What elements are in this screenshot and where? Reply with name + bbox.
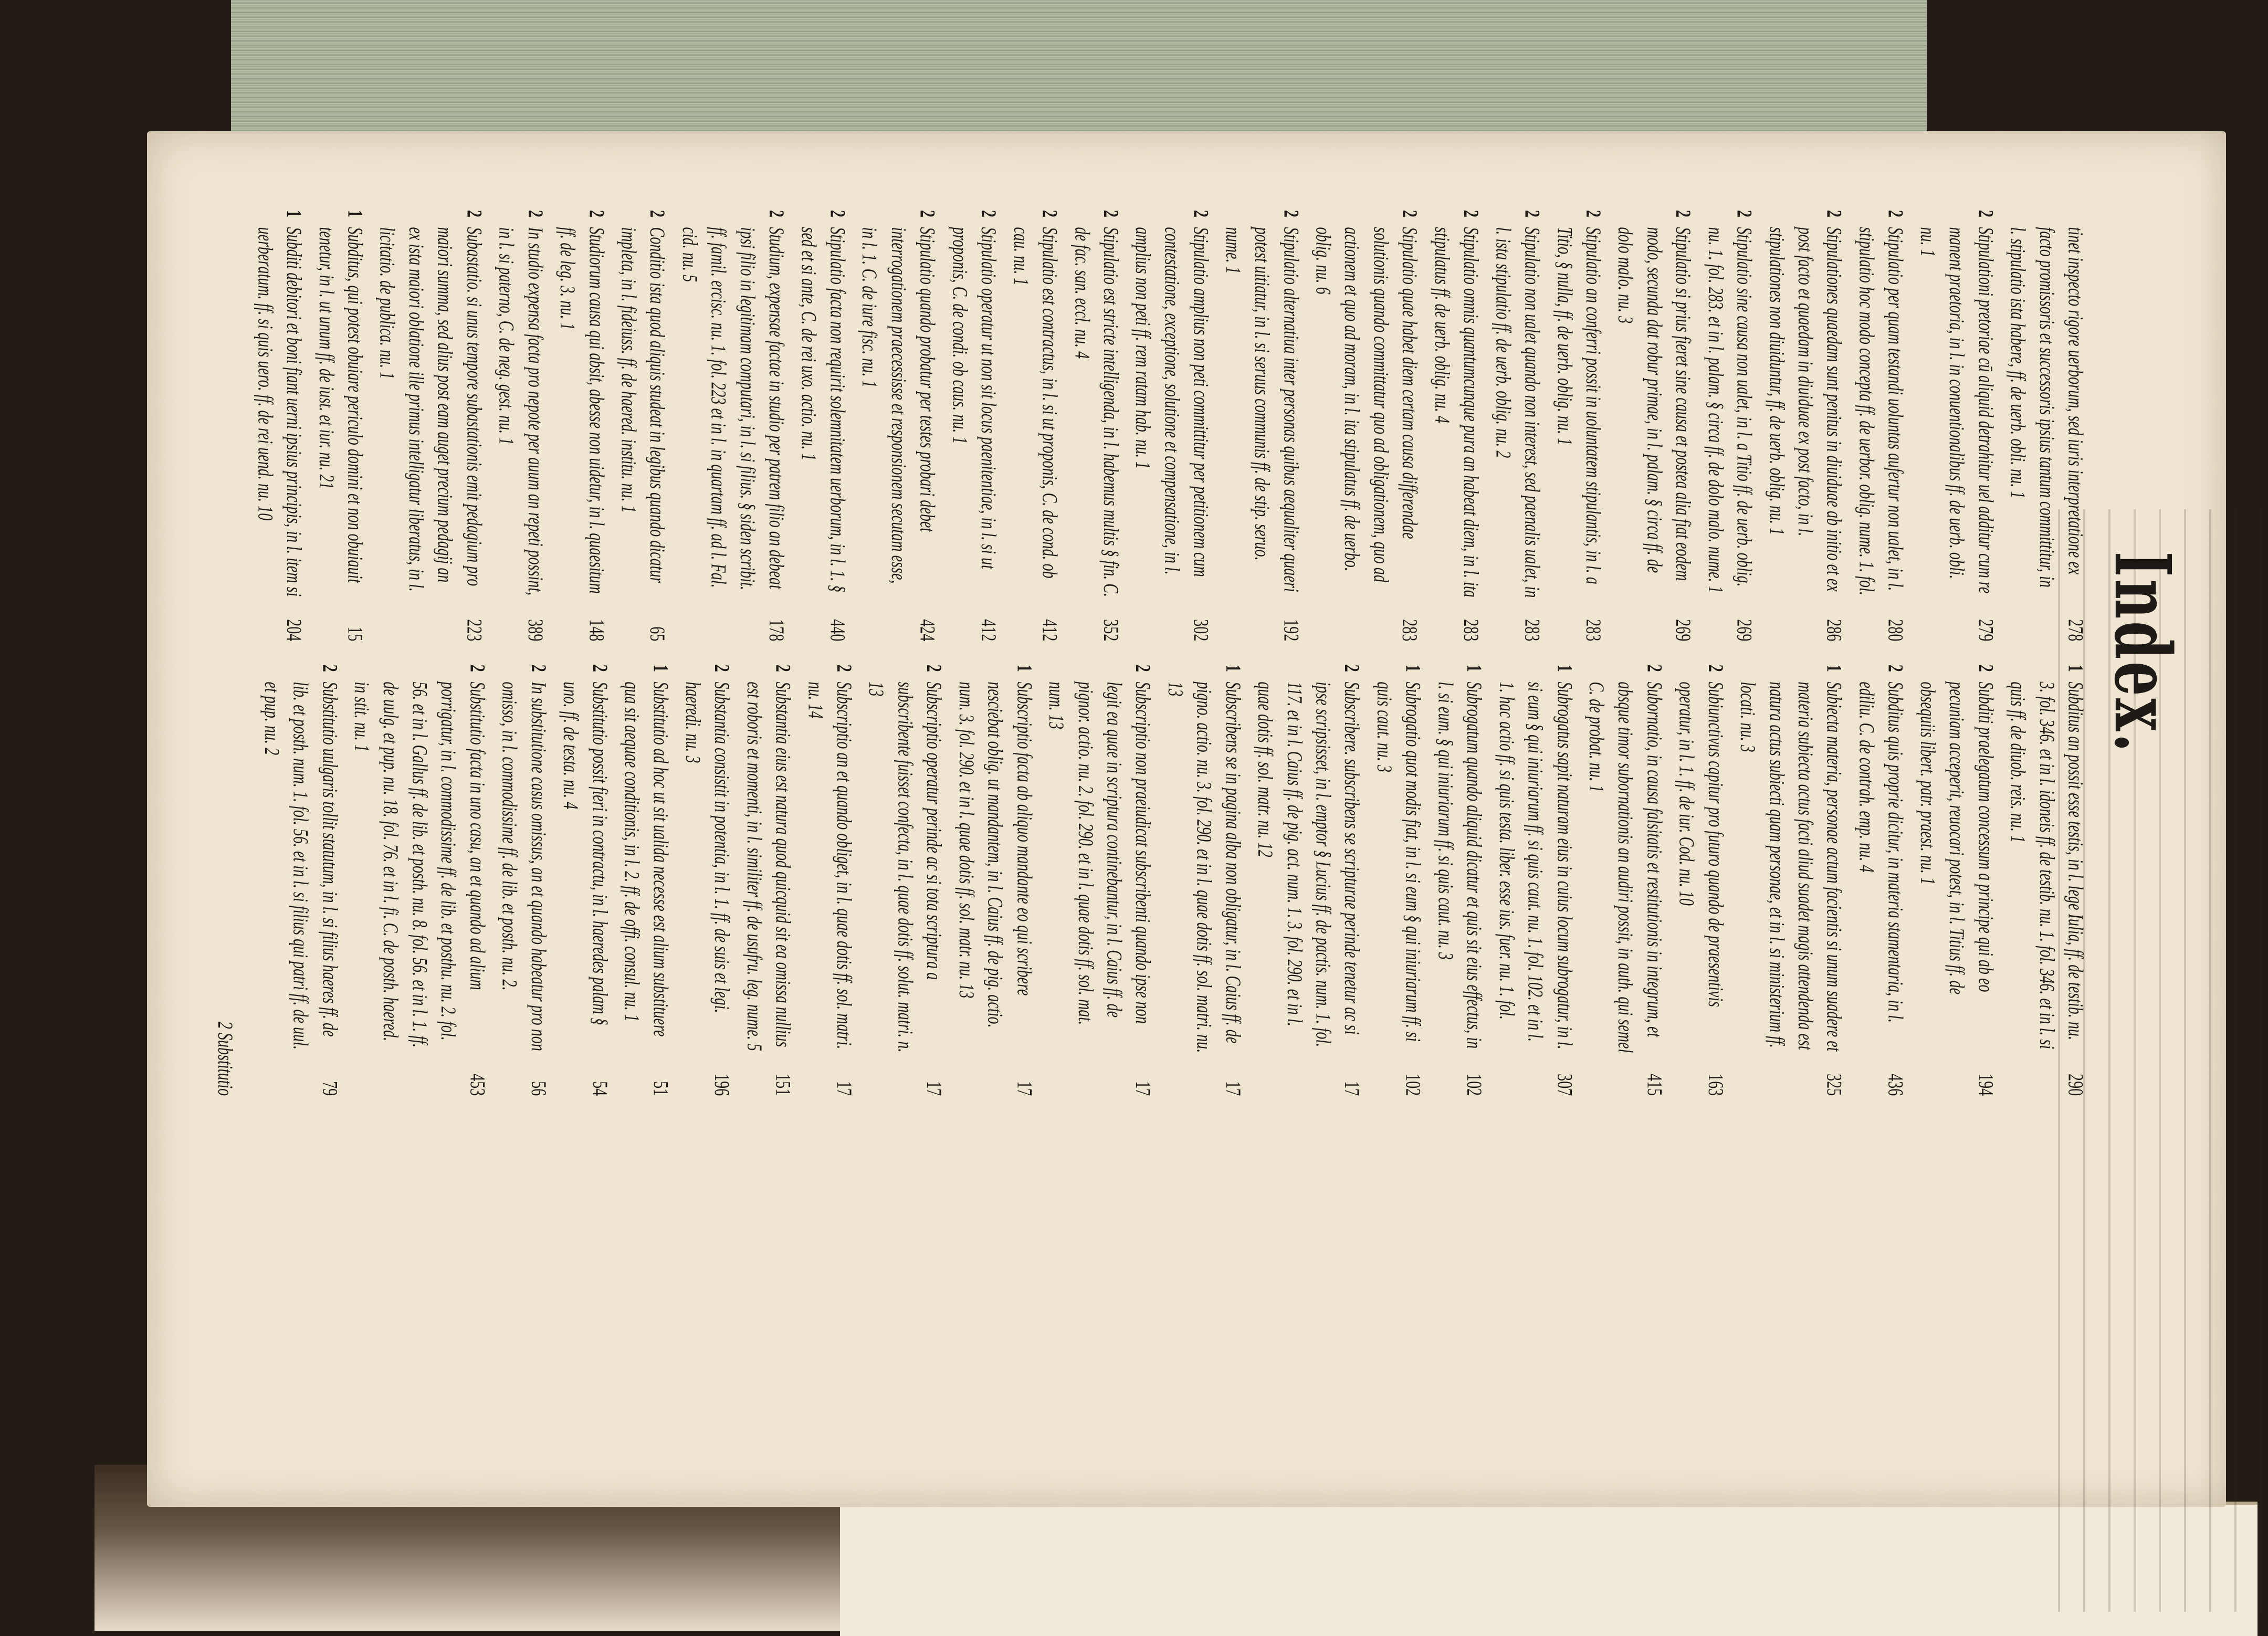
entry-page: 352 [1099,619,1122,642]
entry-page: 178 [764,619,788,642]
index-entry [553,210,611,641]
entry-page: 17 [832,1081,856,1096]
entry-marker: 1 [1401,664,1425,672]
entry-page: 278 [2064,619,2087,642]
entry-page: 148 [584,619,608,642]
index-entry [311,210,369,641]
entry-page: 283 [1398,619,1422,642]
index-entry [1733,665,1849,1096]
entry-page: 223 [462,619,486,642]
entry-marker: 2 [1884,210,1907,218]
index-entry [952,665,1038,1096]
entry-text: Subastatio. si unus tempore subastationis emit pedagium pro maiori summa, sed alius post eam auget precium pedagij an ex ista maiori oblatione ille primus intelligatur liberatus, in l. licitatio. de publica. nu. 1 [375,227,486,592]
entry-text: Substitutio ad hoc ut sit ualida necesse est alium substituere qua sit aequae conditionis, in l. 2. ff. de offi. consul. nu. 1 [620,681,673,1037]
entry-page: 424 [916,619,939,642]
entry-marker: 2 [916,210,939,218]
entry-page: 56 [527,1081,550,1096]
entry-page: 283 [1581,619,1605,642]
entry-text: Stipulatio operatur ut non sit locus paenitentiae, in l. si ut proponis, C. de condi. ob caus. nu. 1 [948,227,1000,569]
entry-text: Subornatio, in causa falsitatis et restitutionis in integrum, et absque timor subornationis an audiri possit, in auth. qui semel C. de probat. nu. 1 [1584,681,1666,1053]
entry-text: Subscribens se in pagina alba non obligatur, in l. Caius ff. de pigno. actio. nu. 3. fol. 290. et in l. quae dotis ff. sol. matri. nu. 13 [1163,681,1245,1053]
entry-text: In substitutione casus omissus, an et quando habeatur pro non omisso, in l. commodissime ff. de lib. et posth. nu. 2. [498,681,550,1051]
entry-page: 412 [976,619,1000,642]
entry-page: 269 [1732,619,1756,642]
entry-marker: 2 [1340,664,1364,672]
index-entry [617,665,675,1096]
index-text-block [213,210,2194,1096]
entry-marker: 1 [1012,664,1036,672]
entry-page: 17 [1221,1081,1245,1096]
entry-page: 415 [1642,1074,1666,1096]
index-entry [1128,210,1215,641]
entry-text: Conditio ista quod aliquis studeat in legibus quando dicatur impleta, in l. fideiuss. ff. de haered. institu. nu. 1 [616,227,669,583]
entry-marker: 2 [825,210,849,218]
index-entry [495,665,553,1096]
entry-text: Subscriptio non praeiudicat subscribenti quando ipse non legit ea quae in scriptura continebantur, in l. Caius ff. de pignor. actio. nu. 2. fol. 290. et in l. quae dotis ff. sol. mat. num. 13 [1044,681,1155,1025]
entry-marker [2003,210,2090,227]
index-entry [347,665,491,1096]
entry-text: Stipulatio an conferri possit in uoluntatem stipulantis, in l. a Titio, § nulla, ff. de uerb. oblig. nu. 1 [1552,227,1605,584]
entry-marker: 2 [1671,210,1695,218]
entry-page: 307 [1552,1074,1576,1096]
entry-page: 280 [1884,619,1907,642]
entry-text: Substantia consistit in potentia, in l. 1. ff. de suis et legi. haeredi. nu. 3 [681,681,733,1013]
entry-marker: 2 [1822,210,1846,218]
entry-text: Stipulatio est contractus, in l. si ut proponis, C. de cond. ob cau. nu. 1 [1009,227,1062,579]
index-entry [1370,665,1427,1096]
entry-marker: 2 [1459,210,1483,218]
entry-text: Subrogatio quot modis fiat, in l. si eum § qui iniuriarum ff. si quis caut. nu. 3 [1372,681,1425,1042]
entry-page: 51 [649,1081,673,1096]
index-entry [675,210,791,641]
index-entry [678,665,736,1096]
index-entry [1161,665,1247,1096]
entry-text: Substitutio uulgaris tollit statutum, in l. si filius haeres ff. de lib. et posth. num. 1. fol. 56. et in l. si filius qui patri ff. de uul. et pup. nu. 2 [260,681,341,1050]
index-entry [1701,210,1759,641]
entry-text: Stipulatio non ualet quando non interest, sed paenalis ualet, in l. ista stipulatio ff. de uerb. oblig. nu. 2 [1491,227,1544,598]
entry-text: Subditi debitori et boni fiant uerni ipsius principis, in l. item si uerberatum. ff. si quis uero. ff. de rei uend. nu. 10 [253,227,306,597]
entry-text: Subscriptio operatur perinde ac si tota scriptura a subscribente fuisset confecta, in l. quae dotis ff. solut. matri. n. 13 [864,681,946,1053]
entry-text: Stipulatio est stricte intelligenda, in l. habemus multis § fin. C. de fac. san. eccl. nu. 4 [1070,227,1122,597]
entry-page: 412 [1038,619,1062,642]
entry-text: Studiorum causa qui absit, abesse non uidetur, in l. quaesitum ff. de leg. 3. nu. 1 [555,227,608,594]
entry-marker: 2 [584,210,608,218]
entry-page: 290 [2064,1074,2087,1096]
entry-text: Stipulatio facta non requirit solemnitatem uerborum, in l. 1. § sed et si ante, C. de rei uxo. actio. nu. 1 [796,227,849,593]
entry-page: 163 [1704,1074,1727,1096]
entry-marker: 2 [1131,664,1155,672]
index-entry [1251,665,1366,1096]
index-entry [373,210,488,641]
entry-text: Stipulatio amplius non peti committitur per petitionem cum contestatione, exceptione, solutione et compensatione, in l. amplius non peti ff. rem ratam hab. nu. 1 [1131,227,1213,577]
entry-page: 196 [710,1074,733,1096]
entry-text: Subditus, qui potest obuiare periculo domini et non obuiauit tenetur, in l. ut unum ff. de iust. et iur. nu. 21 [314,227,367,583]
entry-marker: 2 [1279,210,1303,218]
entry-marker: 1 [1822,664,1846,672]
entry-text: In studio expensa facta pro nepote per auum an repeti possint, in l. si paterno, C. de neg. gest. nu. 1 [495,227,547,596]
entry-marker: 2 [318,664,341,672]
entry-text: Stipulatio alternatiua inter personas quibus aequaliter quaeri potest uitiatur, in l. si seruus communis ff. de stip. seruo. nume. 1 [1221,227,1303,592]
entry-marker: 2 [1581,210,1605,218]
index-entry [1427,210,1485,641]
index-entry [739,665,797,1096]
index-entry [1431,665,1488,1096]
entry-page: 325 [1822,1074,1846,1096]
entry-marker: 2 [1704,664,1727,672]
entry-text: Stipulatio omnis quantumcunque pura an habeat diem, in l. ita stipulatus ff. de uerb. oblig. nu. 4 [1430,227,1483,597]
entry-page: 15 [343,626,367,642]
entry-marker: 2 [832,664,856,672]
facing-page [840,1502,2258,1636]
entry-marker: 2 [523,210,547,218]
entry-marker: 2 [1398,210,1422,218]
entry-marker: 2 [976,210,1000,218]
index-entry [945,210,1003,641]
entry-page: 102 [1401,1074,1425,1096]
entry-text: Stipulatio sine causa non ualet, in l. a Titio ff. de uerb. oblig. nu. 1. fol. 283. et in l. palam. § circa ff. de dolo malo. nume. 1 [1704,227,1756,593]
index-entry [2003,665,2090,1096]
entry-marker: 2 [1973,210,1997,218]
entry-text: Stipulatio quando probatur per testes probari debet interrogationem praecessisse et responsionem secutam esse, in l. 1. C. de iure fisc. nu. 1 [858,227,939,584]
index-entry [855,210,942,641]
page-title: Index. [2097,551,2188,754]
index-entry [2003,210,2090,641]
entry-page: 194 [1973,1074,1997,1096]
entry-marker: 2 [527,664,550,672]
index-entry [1913,665,2000,1096]
entry-marker: 1 [1221,664,1245,672]
entry-text: Subditus quis proprie dicitur, in materia stamentaria, in l. ediliu. C. de contrah. emp. nu. 4 [1855,681,1907,1023]
entry-page: 204 [282,619,306,642]
entry-marker: 1 [649,664,673,672]
entry-text: Studium, expensae factae in studio per patrem filio an debeat ipsi filio in legitimam computari, in l. si filius. § siden scribit. ff. famil. ercisc. nu. 1. fol. 223 et in l. in quartam ff. ad l. Fal. cid. nu. 5 [678,227,788,590]
entry-page: 389 [523,619,547,642]
index-column-left [247,210,2090,641]
index-column-right [247,665,2090,1096]
entry-marker: 2 [1189,210,1213,218]
entry-page: 79 [318,1081,341,1096]
entry-page: 17 [1131,1081,1155,1096]
entry-page: 453 [466,1074,489,1096]
entry-text: Substitutio possit fieri in contractu, in l. haeredes palam § uno. ff. de testa. nu. 4 [559,681,611,1025]
entry-marker: 2 [462,210,486,218]
index-entry [1219,210,1305,641]
index-entry [1852,210,1909,641]
entry-text: Stipulationes quaedam sunt penitus in diuiduae ab initio et ex post facto et quaedam in diuiduae ex post facto, in l. stipulationes non diuiduntur, ff. de uerb. oblig. nu. 1 [1765,227,1846,592]
entry-page: 269 [1671,619,1695,642]
entry-text: Substantia eius est natura quod quicquid sit ea omissa nullius est roboris et momenti, in l. similiter ff. de usufru. leg. nume. 5 [742,681,795,1051]
entry-page: 286 [1822,619,1846,642]
catchword: 2 Substitutio [213,1021,237,1096]
index-entry [1672,665,1729,1096]
index-entry [1852,665,1909,1096]
entry-marker: 2 [922,664,946,672]
entry-page: 283 [1459,619,1483,642]
index-entry [1042,665,1157,1096]
entry-marker: 2 [771,664,795,672]
entry-text: Subrogatus sapit naturam eius in cuius locum subrogatur, in l. si eum § qui iniuriarum ff. si quis caut. nu. 1. fol. 102. et in l. 1. hac actio ff. si quis testa. liber. esse ius. fuer. nu. 1. fol. [1495,681,1576,1050]
entry-page: 279 [1973,619,1997,642]
entry-text: Substitutio facta in uno casu, an et quando ad alium porrigatur, in l. commodissime ff. de lib. et posthu. nu. 2. fol. 56. et in l. Gallus ff. de lib. et posth. nu. 8. fol. 56. et in l. 1. ff. de uulg. et pup. nu. 18. fol. 76. et in l. fi. C. de posth. haered. in stit. nu. 1 [350,681,489,1048]
index-entry [1913,210,2000,641]
index-entry [491,210,549,641]
index-entry [794,210,852,641]
index-page [147,131,2226,1507]
entry-page: 17 [922,1081,946,1096]
entry-text: Subscriptio facta ab aliquo mandante eo qui scribere nesciebat oblig. ut mandantem, in l. Caius ff. de pig. actio. num. 3. fol. 290. et in l. quae dotis ff. sol. matr. nu. 13 [954,681,1036,1028]
entry-marker: 2 [1884,664,1907,672]
entry-page: 17 [1012,1081,1036,1096]
index-entry [257,665,344,1096]
entry-marker: 2 [587,664,611,672]
entry-page: 151 [771,1074,795,1096]
entry-marker: 2 [764,210,788,218]
entry-marker: 2 [1732,210,1756,218]
entry-page: 436 [1884,1074,1907,1096]
entry-text: Subscriptio an et quando obliget, in l. quae dotis ff. sol. matri. nu. 14 [803,681,856,1050]
entry-marker: 2 [710,664,733,672]
entry-text: Subditus an possit esse testis, in l. lege Iulia, ff. de testib. nu. 3. fol. 346. et in l. idoneis ff. de testib. nu. 1. fol. 346. et in l. si quis ff. de diuob. reis. nu. 1 [2006,681,2087,1050]
index-entry [1762,210,1849,641]
index-entry [1067,210,1125,641]
entry-page: 302 [1189,619,1213,642]
entry-marker: 1 [1462,664,1486,672]
index-entry [1611,210,1697,641]
index-entry [1006,210,1064,641]
index-entry [801,665,858,1096]
entry-text: Stipulationi pretoriae cū aliquid detrahitur uel additur cum re manent praetoria, in l. in conuentionalibus ff. de uerb. obli. nu. 1 [1916,227,1997,594]
entry-marker: 2 [645,210,669,218]
index-entry [1550,210,1608,641]
entry-text: Stipulatio quae habet diem certam causa differendae solutionis quando committatur quo ad obligationem, quo ad actionem et quo ad moram, in l. ita stipulatus ff. de uerbo. oblig. nu. 6 [1311,227,1422,583]
entry-marker: 2 [1099,210,1122,218]
index-entry [1308,210,1424,641]
index-entry [556,665,614,1096]
entry-page: 17 [1340,1081,1364,1096]
entry-text: Subrogatum quando aliquid dicatur et quis sit eius effectus, in l. si eum. § qui iniuriarum ff. si quis caut. nu. 3 [1433,681,1486,1049]
entry-marker: 1 [343,210,367,218]
entry-text: Stipulatio per quam testandi uoluntas aufertur non ualet, in l. stipulatio hoc modo concepta ff. de uerbor. oblig. nume. 1. fol. [1855,227,1907,595]
index-entry [1582,665,1668,1096]
entry-page: 54 [587,1081,611,1096]
entry-text: Subscribere. subscribens se scripturae perinde tenetur ac si ipse scripsisset, in l. emptor § Lucius ff. de pactis. num. 1. fol. 117. et in l. Caius ff. de pig. act. num. 1. 3. fol. 290. et in l. quae dotis ff. sol. matr. nu. 12 [1253,681,1364,1047]
entry-marker: 1 [282,210,306,218]
entry-marker: 1 [1552,664,1576,672]
index-entry [614,210,671,641]
entry-marker: 2 [1642,664,1666,672]
index-entry [862,665,948,1096]
entry-marker: 2 [1038,210,1062,218]
entry-page: 440 [825,619,849,642]
entry-marker: 1 [2064,664,2087,672]
entry-text: Subiunctivus capitur pro futuro quando de praesentivis operatur, in l. 1. ff. de iur. Cod. nu. 10 [1675,681,1727,1007]
index-entry [1492,665,1579,1096]
entry-page: 283 [1520,619,1544,642]
entry-text: Subditi praelegatum concessum a principe qui ab eo pecuniam acceperit, reuocari potest, in l. Titius ff. de obsequiis libert. patr. praest. nu. 1 [1916,681,1997,995]
entry-page: 192 [1279,619,1303,642]
entry-marker: 2 [1973,664,1997,672]
entry-text: tinet inspecto rigore uerborum, sed iuris interpretatione ex facto promissoris et successoris ipsius tantum committitur, in l. stipulatio ista habere, ff. de uerb. obli. nu. 1 [2006,227,2087,588]
entry-text: Stipulatio si prius fieret sine causa et postea alia fiat eodem modo, secunda dat robur primae, in l. palam. § circa ff. de dolo malo. nu. 3 [1613,227,1695,581]
entry-marker: 2 [466,664,489,672]
entry-text: Subiecta materia, personae actum facientis si unum suadere et materia subiecta actus facti aliud suadet magis attendenda est natura actus subiecti quam personae, et in l. si ministerium ff. locati. nu. 3 [1736,681,1846,1052]
entry-marker: 2 [1520,210,1544,218]
index-entry [1488,210,1546,641]
entry-page: 65 [645,626,669,642]
entry-page: 102 [1462,1074,1486,1096]
index-entry [250,210,308,641]
